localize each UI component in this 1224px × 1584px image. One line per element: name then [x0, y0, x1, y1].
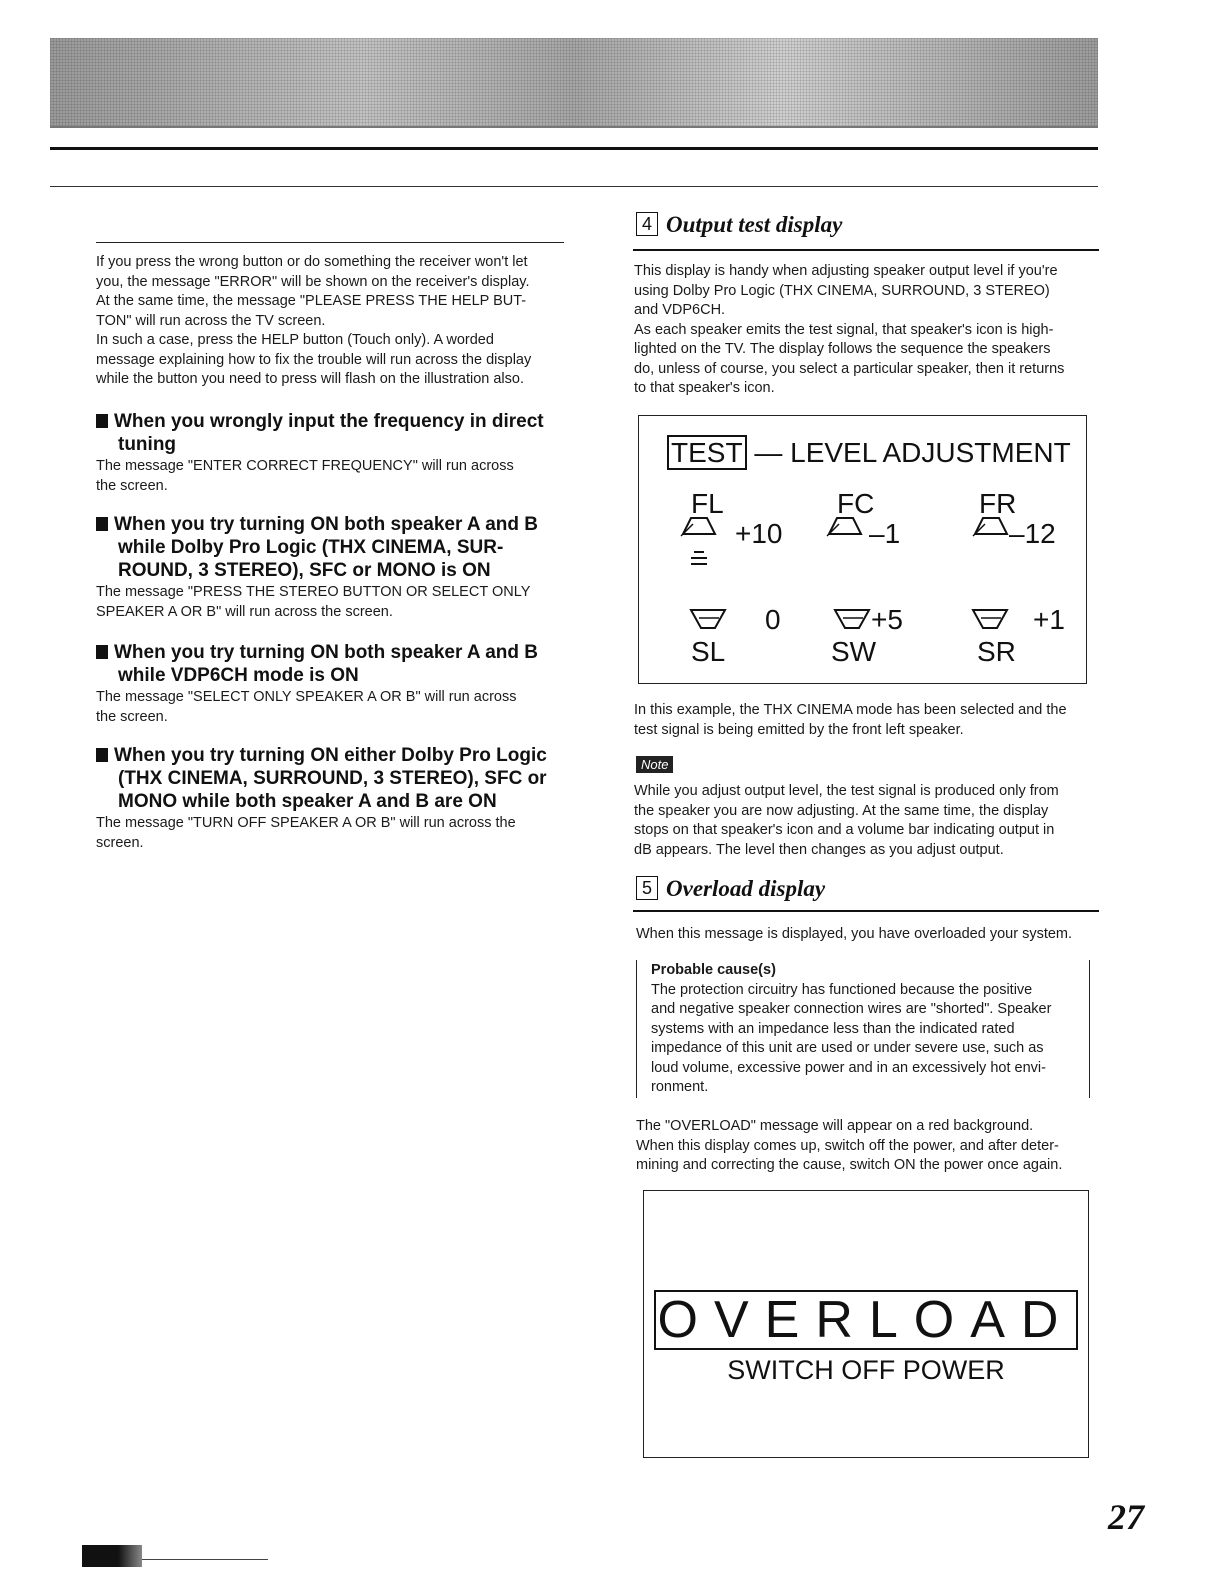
section-dolby-while-ab: When you try turning ON either Dolby Pro Logic (THX CINEMA, SURROUND, 3 STEREO), SFC or MONO while both speaker A and B are ON The message "TURN OFF SPEAKER A OR B" will run across the screen.	[96, 744, 566, 853]
section-speaker-ab-vdp6ch: When you try turning ON both speaker A and B while VDP6CH mode is ON The message "SELECT ONLY SPEAKER A OR B" will run across the screen.	[96, 641, 566, 727]
speaker-value-fl: +10	[735, 518, 783, 549]
bullet-square-icon	[96, 517, 108, 531]
overload-paragraph: The "OVERLOAD" message will appear on a red background. When this display comes up, switch off the power, and after deter- mining and correcting the cause, switch ON the power once again.	[636, 1118, 1063, 1173]
output-test-heading: 4 Output test display	[636, 212, 842, 238]
bullet-square-icon	[96, 645, 108, 659]
front-right-speaker-icon	[969, 516, 1013, 540]
bullet-square-icon	[96, 414, 108, 428]
header-rule	[50, 147, 1098, 150]
overload-heading: 5 Overload display	[636, 876, 825, 902]
speaker-label-fc: FC	[837, 488, 875, 519]
speaker-value-fc: –1	[869, 518, 901, 549]
probable-cause-title: Probable cause(s)	[651, 962, 776, 978]
section-heading: When you wrongly input the frequency in direct tuning	[96, 410, 566, 456]
subwoofer-speaker-icon	[833, 608, 873, 634]
section-wrong-frequency: When you wrongly input the frequency in direct tuning The message "ENTER CORRECT FREQUENCY" will run across the screen.	[96, 410, 566, 496]
header-rule-thin	[50, 186, 1098, 187]
front-left-speaker-icon	[677, 516, 737, 576]
header-banner	[50, 38, 1098, 128]
speaker-label-sr: SR	[977, 636, 1016, 667]
speaker-label-fl: FL	[691, 488, 724, 519]
speaker-label-sl: SL	[691, 636, 726, 667]
note-paragraph: While you adjust output level, the test signal is produced only from the speaker you are now adjusting. At the same time, the display stops on that speaker's icon and a volume bar indicating output in dB appears. The level then changes as you adjust output.	[634, 783, 1059, 858]
left-column-rule	[96, 242, 564, 243]
speaker-value-sw: +5	[871, 604, 903, 635]
section-speaker-ab-dolby: When you try turning ON both speaker A and B while Dolby Pro Logic (THX CINEMA, SUR- ROUND, 3 STEREO), SFC or MONO is ON The message "PRESS THE STEREO BUTTON OR SELECT ONLY SPEAKER A OR B" will run across the screen.	[96, 513, 566, 622]
speaker-value-sl: 0	[765, 604, 781, 635]
overload-rule	[633, 910, 1099, 912]
probable-cause-box: Probable cause(s) The protection circuitry has functioned because the positive and negative speaker connection wires are "shorted". Speaker systems with an impedance less than the indicated rated impedance of this unit are used or under severe use, such as loud volume, excessive power and in an excessively hot envi- ronment.	[636, 960, 1090, 1098]
overload-word: OVERLOAD	[654, 1290, 1078, 1350]
speaker-label-sw: SW	[831, 636, 877, 667]
section-heading: When you try turning ON both speaker A and B while VDP6CH mode is ON	[96, 641, 566, 687]
footer-line	[142, 1559, 268, 1560]
section-number: 5	[636, 876, 658, 900]
intro-paragraph: If you press the wrong button or do something the receiver won't let you, the message "ERROR" will be shown on the receiver's display. At the same time, the message "PLEASE PRESS THE HELP BUT- TON" will run across the TV screen. In such a case, press the HELP button (Touch only). A worded message explaining how to fix the trouble will run across the display while the button you need to press will flash on the illustration also.	[96, 254, 532, 387]
output-test-paragraph: This display is handy when adjusting speaker output level if you're using Dolby Pro Logic (THX CINEMA, SURROUND, 3 STEREO) and VDP6CH. As each speaker emits the test signal, that speaker's icon is high- lighted on the TV. The display follows the sequence the speakers do, unless of course, you select a particular speaker, then it returns to that speaker's icon.	[634, 263, 1065, 396]
switch-off-power-text: SWITCH OFF POWER	[727, 1355, 1005, 1385]
surround-right-speaker-icon	[971, 608, 1011, 634]
level-adjustment-display	[638, 415, 1087, 684]
overload-intro: When this message is displayed, you have overloaded your system.	[636, 926, 1073, 942]
page-number: 27	[1108, 1497, 1144, 1537]
display-caption: In this example, the THX CINEMA mode has been selected and the test signal is being emitted by the front left speaker.	[634, 702, 1067, 738]
speaker-value-fr: –12	[1009, 518, 1056, 549]
bullet-square-icon	[96, 748, 108, 762]
section-heading: When you try turning ON either Dolby Pro Logic (THX CINEMA, SURROUND, 3 STEREO), SFC or MONO while both speaker A and B are ON	[96, 744, 566, 813]
overload-display	[643, 1190, 1089, 1458]
section-number: 4	[636, 212, 658, 236]
front-center-speaker-icon	[823, 516, 867, 540]
speaker-value-sr: +1	[1033, 604, 1065, 635]
test-label: TEST	[667, 435, 747, 470]
section-heading: When you try turning ON both speaker A and B while Dolby Pro Logic (THX CINEMA, SUR- ROUND, 3 STEREO), SFC or MONO is ON	[96, 513, 566, 582]
output-test-rule	[633, 249, 1099, 251]
footer-mark	[82, 1545, 142, 1567]
display-title: TEST — LEVEL ADJUSTMENT	[667, 438, 1071, 468]
speaker-label-fr: FR	[979, 488, 1017, 519]
surround-left-speaker-icon	[689, 608, 729, 634]
note-badge: Note	[636, 756, 673, 774]
